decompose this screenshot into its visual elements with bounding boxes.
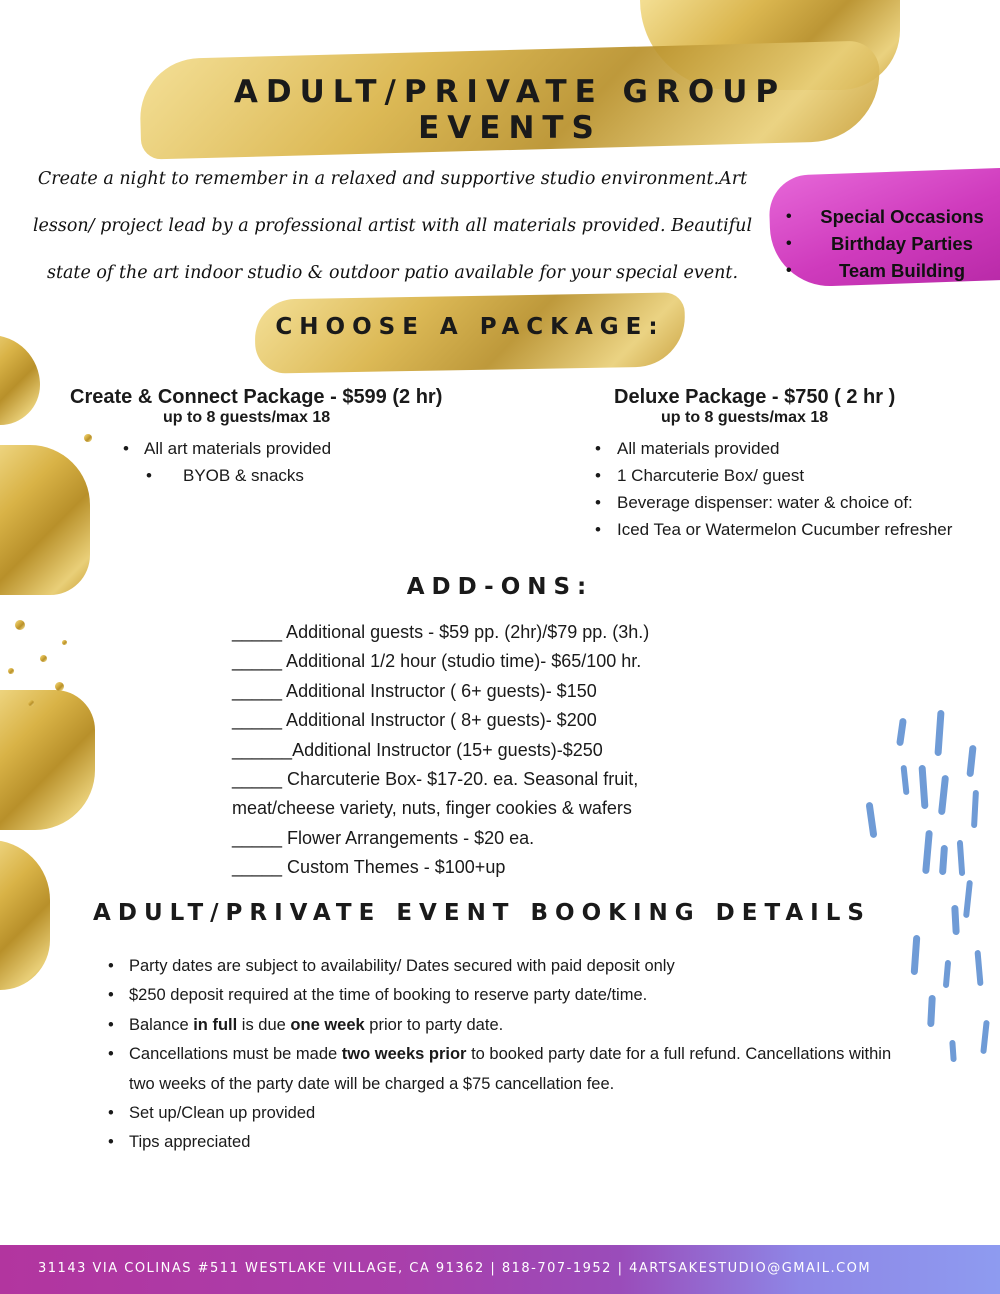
list-item: _____ Flower Arrangements - $20 ea. [232,827,535,848]
blue-brush-mark [943,960,951,988]
packages-heading: CHOOSE A PACKAGE: [275,314,665,340]
list-item: _____ Additional Instructor ( 8+ guests)- $200 [232,710,597,731]
list-item: _____ Charcuterie Box- $17-20. ea. Seasonal fruit, [232,769,639,790]
gold-paint-splash-left [0,690,95,830]
list-item: • Tips appreciated [108,1133,251,1152]
list-item: • All art materials provided [123,439,332,458]
blue-brush-mark [966,745,976,778]
list-item: • All materials provided [595,439,780,458]
list-item: _____ Additional guests - $59 pp. (2hr)/$79 pp. (3h.) [232,622,650,642]
list-item: • Beverage dispenser: water & choice of: [595,493,913,512]
blue-brush-mark [896,718,907,747]
blue-brush-mark [922,830,933,874]
page-title: ADULT/PRIVATE GROUP EVENTS [233,74,787,146]
blue-brush-mark [866,802,878,839]
gold-paint-splash-left [0,335,40,425]
blue-brush-mark [971,790,979,828]
gold-speck [62,640,67,645]
blue-brush-mark [927,995,936,1027]
list-item: • Party dates are subject to availability/ Dates secured with paid deposit only [108,957,675,975]
list-item: _____ Additional Instructor ( 6+ guests)- $150 [232,680,597,701]
list-item: • Cancellations must be made two weeks prior to booked party date for a full refund. Cancellations within two weeks of the party date will be charged a $75 cancellation fee. [108,1045,892,1093]
occasions-list [786,203,996,284]
blue-brush-mark [980,1020,990,1054]
gold-speck [15,620,25,630]
package-create-connect [70,386,450,489]
booking-details-list [108,952,908,1158]
addons-list [232,618,752,883]
intro-text: Create a night to remember in a relaxed and supportive studio environment.Art lesson/ project lead by a professional artist with all materials provided. Beautiful state of the art indoor studio & outdoor patio available for your special event. [32,169,753,283]
blue-brush-mark [900,765,909,795]
package-subtitle: up to 8 guests/max 18 [163,409,331,426]
package-title: Create & Connect Package - $599 (2 hr) [70,386,443,408]
gold-speck [40,655,47,662]
package-deluxe [595,386,995,543]
blue-brush-mark [918,765,928,809]
blue-brush-mark [934,710,944,756]
list-item: meat/cheese variety, nuts, finger cookies & wafers [232,798,632,819]
list-item: • BYOB & snacks [146,466,304,485]
list-item: • $250 deposit required at the time of booking to reserve party date/time. [108,986,648,1005]
booking-heading: ADULT/PRIVATE EVENT BOOKING DETAILS [93,900,871,926]
blue-brush-mark [974,950,983,986]
list-item: _____ Custom Themes - $100+up [232,857,506,878]
list-item: • Team Building [786,259,966,281]
addons-heading: ADD-ONS: [406,574,594,600]
package-subtitle: up to 8 guests/max 18 [661,409,829,426]
list-item: • 1 Charcuterie Box/ guest [595,466,805,485]
blue-brush-mark [938,775,949,816]
list-item: • Balance in full is due one week prior to party date. [108,1015,504,1034]
package-title: Deluxe Package - $750 ( 2 hr ) [614,386,896,408]
list-item: _____ Additional 1/2 hour (studio time)- $65/100 hr. [232,651,642,672]
footer-contact: 31143 VIA COLINAS #511 WESTLAKE VILLAGE, CA 91362 | 818-707-1952 | 4ARTSAKESTUDIO@GMAIL.COM [38,1261,872,1276]
blue-brush-mark [911,935,921,975]
list-item: • Iced Tea or Watermelon Cucumber refresher [595,520,953,539]
gold-speck [55,682,64,691]
list-item: • Special Occasions [786,205,984,227]
gold-speck [8,668,14,674]
blue-brush-mark [957,840,965,876]
list-item: • Birthday Parties [786,232,973,254]
gold-speck [28,700,34,706]
list-item: • Set up/Clean up provided [108,1104,316,1123]
list-item: ______Additional Instructor (15+ guests)-$250 [232,739,603,760]
blue-brush-mark [949,1040,957,1062]
blue-brush-mark [939,845,948,875]
